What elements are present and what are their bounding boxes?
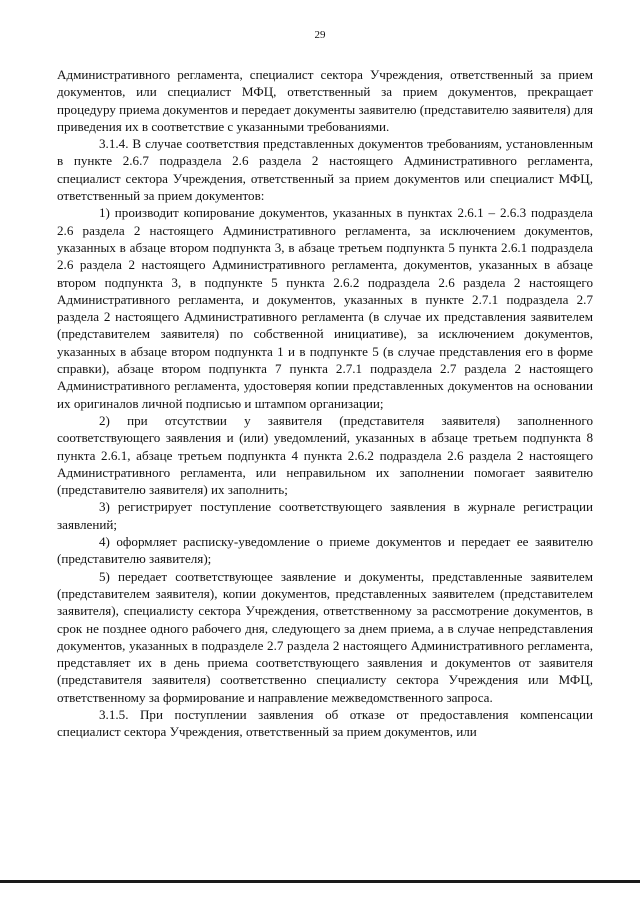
bottom-divider [0, 880, 640, 883]
list-item-1: 1) производит копирование документов, указанных в пунктах 2.6.1 – 2.6.3 подраздела 2.6 раздела 2 настоящего Административного регламента, за исключением документов, указанных в абзаце втором подпункта 3, в абзаце третьем подпункта 5 пункта 2.6.1 подраздела 2.6 раздела 2 настоящего Административного регламента, документов, указанных в абзаце втором подпункта 3, в подпункте 5 пункта 2.6.2 подраздела 2.6 раздела 2 настоящего Административного регламента, и документов, указанных в пункте 2.7.1 подраздела 2.7 раздела 2 настоящего Административного регламента (в случае их представления заявителем (представителем заявителя) по собственной инициативе), за исключением документов, указанных в абзаце втором подпункта 1 и в подпункте 5 (в случае представления его в форме справки), абзаце втором подпункта 7 пункта 2.7.1 подраздела 2.7 раздела 2 настоящего Административного регламента, удостоверяя копии представленных документов на основании их оригиналов личной подписью и штампом организации; [57, 205, 593, 411]
page-number: 29 [314, 29, 326, 41]
list-item-2: 2) при отсутствии у заявителя (представителя заявителя) заполненного соответствующего заявления и (или) уведомлений, указанных в абзаце третьем подпункта 8 пункта 2.6.1, абзаце третьем подпункта 4 пункта 2.6.2 подраздела 2.6 раздела 2 настоящего Административного регламента, или неправильном их заполнении помогает заявителю (представителю заявителя) их заполнить; [57, 412, 593, 498]
paragraph-3-1-5: 3.1.5. При поступлении заявления об отказе от предоставления компенсации специалист сектора Учреждения, ответственный за прием документов, или [57, 706, 593, 740]
list-item-4: 4) оформляет расписку-уведомление о приеме документов и передает ее заявителю (представителю заявителя); [57, 534, 593, 567]
list-item-3: 3) регистрирует поступление соответствующего заявления в журнале регистрации заявлений; [57, 499, 593, 532]
list-item-5: 5) передает соответствующее заявление и документы, представленные заявителем (представителем заявителя), копии документов, представленных заявителем (представителем заявителя), специалисту сектора Учреждения, ответственному за рассмотрение документов, в срок не позднее одного рабочего дня, следующего за днем приема, а в случае непредставления документов, указанных в подразделе 2.7 раздела 2 настоящего Административного регламента, представляет их в день приема соответствующего заявления и документов от заявителя (представителя заявителя) соответственно специалисту сектора Учреждения или МФЦ, ответственному за формирование и направление межведомственного запроса. [57, 568, 593, 705]
document-body [57, 66, 593, 741]
paragraph-continuation: Административного регламента, специалист сектора Учреждения, ответственный за прием документов, или специалист МФЦ, ответственный за прием документов, прекращает процедуру приема документов и передает документы заявителю (представителю заявителя) для приведения их в соответствие с указанными требованиями. [57, 67, 593, 134]
paragraph-3-1-4: 3.1.4. В случае соответствия представленных документов требованиям, установленным в пункте 2.6.7 подраздела 2.6 раздела 2 настоящего Административного регламента, специалист сектора Учреждения, ответственный за прием документов или специалист МФЦ, ответственный за прием документов: [57, 136, 593, 204]
